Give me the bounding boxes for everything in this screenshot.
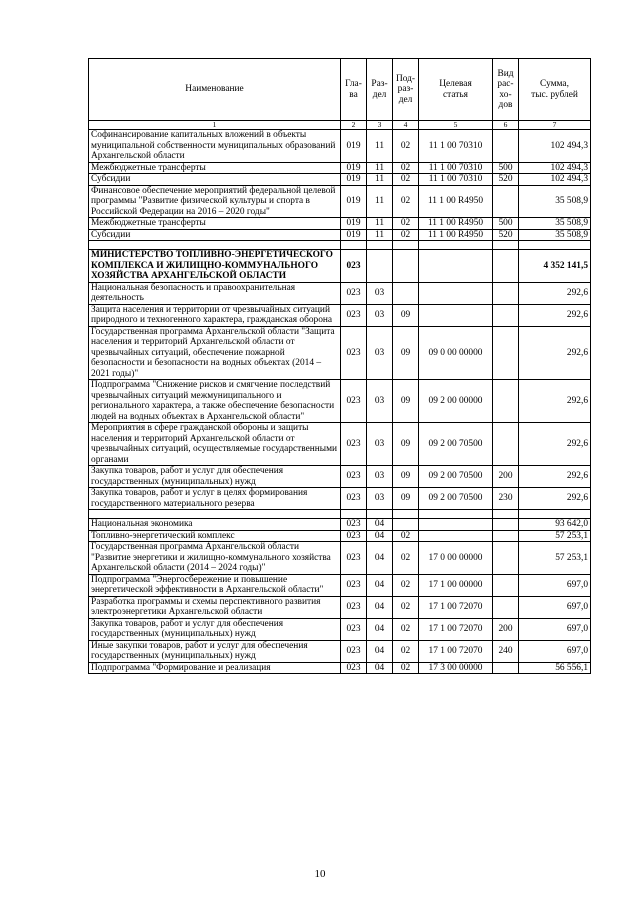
cell-target — [419, 304, 493, 326]
cell-expense-type — [493, 423, 519, 466]
cell-amount: 102 494,3 — [519, 162, 591, 174]
cell-section: 11 — [367, 130, 393, 163]
cell-subsection: 02 — [393, 574, 419, 596]
cell-chapter: 023 — [341, 282, 367, 304]
cell-target: 11 1 00 R4950 — [419, 218, 493, 230]
cell-target: 17 0 00 00000 — [419, 542, 493, 575]
cell-chapter: 023 — [341, 380, 367, 423]
cell-expense-type: 500 — [493, 162, 519, 174]
cell-name: Финансовое обеспечение мероприятий федеральной целевой программы "Развитие физической культуры и спорта в Российской Федерации на 2016 – 2020 годы" — [89, 185, 341, 218]
cell-name: Топливно-энергетический комплекс — [89, 530, 341, 542]
cell-chapter: 023 — [341, 662, 367, 674]
cell-target: 17 1 00 72070 — [419, 640, 493, 662]
cell-subsection: 02 — [393, 596, 419, 618]
cell-target — [419, 282, 493, 304]
cell-target: 17 3 00 00000 — [419, 662, 493, 674]
cell-chapter: 023 — [341, 618, 367, 640]
cell-section: 11 — [367, 185, 393, 218]
cell-target — [419, 519, 493, 531]
cell-subsection: 02 — [393, 640, 419, 662]
cell-target: 11 1 00 70310 — [419, 162, 493, 174]
cell-amount: 292,6 — [519, 326, 591, 380]
cell-amount: 697,0 — [519, 574, 591, 596]
cell-amount: 102 494,3 — [519, 130, 591, 163]
cell-amount: 697,0 — [519, 640, 591, 662]
table-row — [89, 218, 591, 230]
cell-expense-type — [493, 185, 519, 218]
cell-subsection: 09 — [393, 423, 419, 466]
cell-amount: 292,6 — [519, 466, 591, 488]
cell-subsection: 09 — [393, 488, 419, 510]
cell-section: 11 — [367, 218, 393, 230]
column-number: 2 — [341, 121, 367, 130]
cell-section: 04 — [367, 662, 393, 674]
cell-subsection: 02 — [393, 618, 419, 640]
column-number-row — [89, 121, 591, 130]
cell-section: 04 — [367, 596, 393, 618]
cell-section: 11 — [367, 162, 393, 174]
cell-amount: 93 642,0 — [519, 519, 591, 531]
cell-name: Закупка товаров, работ и услуг для обеспечения государственных (муниципальных) нужд — [89, 466, 341, 488]
cell-subsection: 09 — [393, 466, 419, 488]
cell-chapter: 019 — [341, 218, 367, 230]
cell-target: 09 2 00 70500 — [419, 488, 493, 510]
cell-name: Иные закупки товаров, работ и услуг для обеспечения государственных (муниципальных) нужд — [89, 640, 341, 662]
cell-name: Подпрограмма "Формирование и реализация — [89, 662, 341, 674]
column-number: 6 — [493, 121, 519, 130]
cell-expense-type: 200 — [493, 466, 519, 488]
cell-expense-type: 500 — [493, 218, 519, 230]
cell-section: 04 — [367, 574, 393, 596]
cell-chapter: 019 — [341, 229, 367, 241]
budget-table — [88, 58, 591, 674]
header-amount: Сумма, тыс. рублей — [519, 59, 591, 121]
cell-amount: 35 508,9 — [519, 229, 591, 241]
cell-name: Национальная экономика — [89, 519, 341, 531]
page-number: 10 — [314, 868, 326, 880]
cell-amount: 35 508,9 — [519, 185, 591, 218]
cell-expense-type: 240 — [493, 640, 519, 662]
cell-chapter: 023 — [341, 542, 367, 575]
header-target: Целевая статья — [419, 59, 493, 121]
cell-subsection: 02 — [393, 162, 419, 174]
cell-amount: 102 494,3 — [519, 174, 591, 186]
cell-subsection: 02 — [393, 174, 419, 186]
cell-name: МИНИСТЕРСТВО ТОПЛИВНО-ЭНЕРГЕТИЧЕСКОГО КОМПЛЕКСА И ЖИЛИЩНО-КОММУНАЛЬНОГО ХОЗЯЙСТВА АРХАНГЕЛЬСКОЙ ОБЛАСТИ — [89, 250, 341, 283]
cell-subsection: 09 — [393, 326, 419, 380]
cell-name: Субсидии — [89, 174, 341, 186]
cell-target: 17 1 00 72070 — [419, 596, 493, 618]
cell-amount: 292,6 — [519, 423, 591, 466]
cell-subsection — [393, 241, 419, 250]
cell-amount — [519, 241, 591, 250]
header-expense-type: Вид рас- хо- дов — [493, 59, 519, 121]
cell-target — [419, 241, 493, 250]
cell-chapter: 023 — [341, 488, 367, 510]
cell-name: Закупка товаров, работ и услуг в целях формирования государственного материального резерва — [89, 488, 341, 510]
cell-target: 09 2 00 70500 — [419, 466, 493, 488]
cell-subsection — [393, 250, 419, 283]
cell-target: 11 1 00 70310 — [419, 130, 493, 163]
cell-expense-type — [493, 662, 519, 674]
cell-chapter — [341, 510, 367, 519]
cell-chapter: 019 — [341, 185, 367, 218]
cell-section: 04 — [367, 640, 393, 662]
cell-chapter: 023 — [341, 466, 367, 488]
cell-section: 04 — [367, 530, 393, 542]
cell-name: Субсидии — [89, 229, 341, 241]
cell-section: 04 — [367, 618, 393, 640]
cell-subsection — [393, 519, 419, 531]
cell-name: Межбюджетные трансферты — [89, 218, 341, 230]
table-spacer-row — [89, 510, 591, 519]
column-number: 4 — [393, 121, 419, 130]
table-row — [89, 596, 591, 618]
table-row — [89, 162, 591, 174]
cell-chapter: 023 — [341, 596, 367, 618]
table-row — [89, 130, 591, 163]
cell-section: 03 — [367, 304, 393, 326]
table-body — [89, 130, 591, 674]
table-row — [89, 185, 591, 218]
cell-expense-type — [493, 250, 519, 283]
cell-name: Межбюджетные трансферты — [89, 162, 341, 174]
table-row — [89, 519, 591, 531]
cell-amount: 697,0 — [519, 618, 591, 640]
cell-section: 03 — [367, 282, 393, 304]
table-row — [89, 423, 591, 466]
cell-expense-type — [493, 304, 519, 326]
cell-target: 17 1 00 00000 — [419, 574, 493, 596]
cell-name: Разработка программы и схемы перспективного развития электроэнергетики Архангельской области — [89, 596, 341, 618]
cell-amount: 57 253,1 — [519, 530, 591, 542]
cell-subsection: 02 — [393, 185, 419, 218]
cell-expense-type — [493, 530, 519, 542]
cell-section: 11 — [367, 174, 393, 186]
table-row — [89, 662, 591, 674]
cell-section — [367, 241, 393, 250]
table-row — [89, 229, 591, 241]
cell-expense-type — [493, 130, 519, 163]
table-row — [89, 380, 591, 423]
cell-chapter: 023 — [341, 250, 367, 283]
cell-expense-type: 520 — [493, 229, 519, 241]
cell-amount: 57 253,1 — [519, 542, 591, 575]
cell-amount: 56 556,1 — [519, 662, 591, 674]
cell-target: 09 2 00 70500 — [419, 423, 493, 466]
cell-subsection — [393, 282, 419, 304]
cell-target: 09 2 00 00000 — [419, 380, 493, 423]
cell-name: Закупка товаров, работ и услуг для обеспечения государственных (муниципальных) нужд — [89, 618, 341, 640]
column-number: 1 — [89, 121, 341, 130]
cell-target: 11 1 00 70310 — [419, 174, 493, 186]
cell-expense-type: 200 — [493, 618, 519, 640]
cell-section: 04 — [367, 519, 393, 531]
cell-expense-type — [493, 380, 519, 423]
cell-section: 03 — [367, 326, 393, 380]
table-row — [89, 640, 591, 662]
cell-chapter: 023 — [341, 326, 367, 380]
cell-name: Государственная программа Архангельской области "Развитие энергетики и жилищно-коммунального хозяйства Архангельской области (2014 – 2024 годы)" — [89, 542, 341, 575]
cell-chapter: 023 — [341, 574, 367, 596]
cell-name: Защита населения и территории от чрезвычайных ситуаций природного и техногенного характера, гражданская оборона — [89, 304, 341, 326]
cell-target — [419, 510, 493, 519]
cell-chapter: 023 — [341, 530, 367, 542]
header-row — [89, 59, 591, 121]
table-row — [89, 618, 591, 640]
column-number: 7 — [519, 121, 591, 130]
cell-section: 04 — [367, 542, 393, 575]
cell-section: 03 — [367, 423, 393, 466]
cell-section — [367, 510, 393, 519]
cell-subsection: 02 — [393, 662, 419, 674]
cell-section: 03 — [367, 488, 393, 510]
cell-subsection: 02 — [393, 130, 419, 163]
cell-expense-type — [493, 519, 519, 531]
cell-chapter: 023 — [341, 640, 367, 662]
cell-section: 11 — [367, 229, 393, 241]
cell-target: 17 1 00 72070 — [419, 618, 493, 640]
cell-expense-type — [493, 574, 519, 596]
column-number: 3 — [367, 121, 393, 130]
cell-expense-type — [493, 510, 519, 519]
cell-chapter — [341, 241, 367, 250]
cell-chapter: 019 — [341, 162, 367, 174]
cell-target — [419, 250, 493, 283]
cell-subsection: 02 — [393, 229, 419, 241]
cell-target: 11 1 00 R4950 — [419, 229, 493, 241]
cell-name: Национальная безопасность и правоохранительная деятельность — [89, 282, 341, 304]
cell-expense-type — [493, 596, 519, 618]
cell-expense-type — [493, 282, 519, 304]
column-number: 5 — [419, 121, 493, 130]
cell-expense-type — [493, 542, 519, 575]
header-name: Наименование — [89, 59, 341, 121]
cell-chapter: 023 — [341, 519, 367, 531]
cell-section: 03 — [367, 380, 393, 423]
cell-chapter: 019 — [341, 130, 367, 163]
cell-name — [89, 241, 341, 250]
cell-target: 11 1 00 R4950 — [419, 185, 493, 218]
cell-expense-type — [493, 326, 519, 380]
cell-name: Государственная программа Архангельской области "Защита населения и территорий Архангельской области от чрезвычайных ситуаций, обеспечение пожарной безопасности и безопасности на водных объектах (2014 – 2021 годы)" — [89, 326, 341, 380]
cell-amount: 292,6 — [519, 488, 591, 510]
table-row — [89, 466, 591, 488]
cell-target — [419, 530, 493, 542]
cell-expense-type — [493, 241, 519, 250]
cell-subsection: 02 — [393, 530, 419, 542]
cell-subsection: 09 — [393, 304, 419, 326]
cell-amount: 292,6 — [519, 304, 591, 326]
table-row — [89, 574, 591, 596]
table-spacer-row — [89, 241, 591, 250]
header-chapter: Гла- ва — [341, 59, 367, 121]
table-row — [89, 282, 591, 304]
cell-subsection: 09 — [393, 380, 419, 423]
cell-name: Софинансирование капитальных вложений в объекты муниципальной собственности муниципальных образований Архангельской области — [89, 130, 341, 163]
cell-name: Мероприятия в сфере гражданской обороны и защиты населения и территорий Архангельской области от чрезвычайных ситуаций, осуществляемые государственными органами — [89, 423, 341, 466]
cell-chapter: 023 — [341, 423, 367, 466]
cell-target: 09 0 00 00000 — [419, 326, 493, 380]
cell-name: Подпрограмма "Снижение рисков и смягчение последствий чрезвычайных ситуаций межмуниципального и регионального характера, а также обеспечение безопасности людей на водных объектах в Архангельской области" — [89, 380, 341, 423]
header-subsection: Под- раз- дел — [393, 59, 419, 121]
cell-expense-type: 230 — [493, 488, 519, 510]
table-row — [89, 326, 591, 380]
cell-subsection — [393, 510, 419, 519]
table-row — [89, 542, 591, 575]
cell-subsection: 02 — [393, 542, 419, 575]
table-row — [89, 530, 591, 542]
cell-amount: 292,6 — [519, 282, 591, 304]
cell-name: Подпрограмма "Энергосбережение и повышение энергетической эффективности в Архангельской области" — [89, 574, 341, 596]
cell-amount: 4 352 141,5 — [519, 250, 591, 283]
cell-name — [89, 510, 341, 519]
header-section: Раз- дел — [367, 59, 393, 121]
cell-subsection: 02 — [393, 218, 419, 230]
cell-expense-type: 520 — [493, 174, 519, 186]
cell-chapter: 023 — [341, 304, 367, 326]
cell-amount — [519, 510, 591, 519]
table-row — [89, 304, 591, 326]
table-row — [89, 174, 591, 186]
cell-section: 03 — [367, 466, 393, 488]
cell-chapter: 019 — [341, 174, 367, 186]
table-row — [89, 488, 591, 510]
cell-section — [367, 250, 393, 283]
cell-amount: 697,0 — [519, 596, 591, 618]
cell-amount: 292,6 — [519, 380, 591, 423]
table-row — [89, 250, 591, 283]
cell-amount: 35 508,9 — [519, 218, 591, 230]
